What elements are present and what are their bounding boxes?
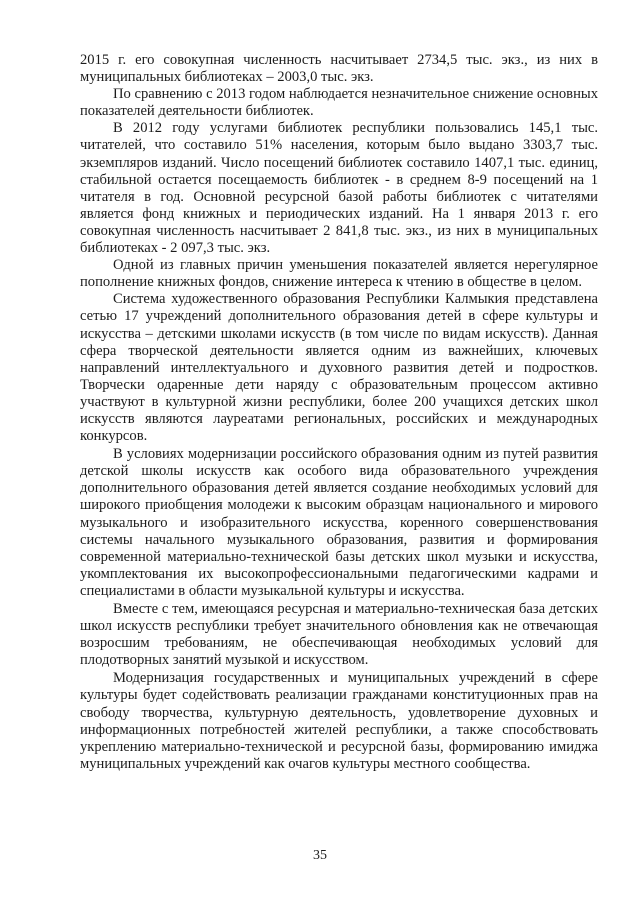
page-number: 35	[313, 848, 327, 863]
paragraph-6: В условиях модернизации российского образования одним из путей развития детской школы искусств как особого вида образовательного учреждения дополнительного образования детей является создание необходимых условий для широкого приобщения молодежи к высоким образцам национального и мирового музыкального и изобразительного искусства, коренного совершенствования системы начального музыкального образования, развития и формирования современной материально-технической базы детских школ музыки и искусства, укомплектования их высокопрофессиональными педагогическими кадрами и специалистами в области музыкальной культуры и искусства.	[80, 446, 598, 599]
paragraph-5: Система художественного образования Республики Калмыкия представлена сетью 17 учреждений дополнительного образования детей в сфере культуры и искусства – детскими школами искусств (в том числе по видам искусств). Данная сфера творческой деятельности является одним из важнейших, ключевых направлений интеллектуального и духовного развития детей и подростков. Творчески одаренные дети наряду с образовательным процессом активно участвуют в культурной жизни республики, более 200 учащихся детских школ искусств являются лауреатами региональных, российских и международных конкурсов.	[80, 291, 598, 445]
paragraph-2: По сравнению с 2013 годом наблюдается незначительное снижение основных показателей деятельности библиотек.	[80, 86, 598, 120]
paragraph-3: В 2012 году услугами библиотек республики пользовались 145,1 тыс. читателей, что составило 51% населения, которым было выдано 3303,7 тыс. экземпляров изданий. Число посещений библиотек составило 1407,1 тыс. единиц, стабильной остается посещаемость библиотек - в среднем 8-9 посещений на 1 читателя в год. Основной ресурсной базой работы библиотек с читателями является фонд книжных и периодических изданий. На 1 января 2013 г. его совокупная численность насчитывает 2 841,8 тыс. экз., из них в муниципальных библиотеках - 2 097,3 тыс. экз.	[80, 120, 598, 257]
paragraph-7: Вместе с тем, имеющаяся ресурсная и материально-техническая база детских школ искусств республики требует значительного обновления как не отвечающая возросшим требованиям, не обеспечивающая необходимых условий для плодотворных занятий музыкой и искусством.	[80, 601, 598, 669]
paragraph-1: 2015 г. его совокупная численность насчитывает 2734,5 тыс. экз., из них в муниципальных библиотеках – 2003,0 тыс. экз.	[80, 52, 598, 86]
document-body	[80, 52, 598, 773]
paragraph-8: Модернизация государственных и муниципальных учреждений в сфере культуры будет содействовать реализации гражданами конституционных прав на свободу творчества, культурную деятельность, удовлетворение духовных и информационных потребностей жителей республики, а также способствовать укреплению материально-технической и ресурсной базы, формированию имиджа муниципальных учреждений как очагов культуры местного сообщества.	[80, 670, 598, 772]
paragraph-4: Одной из главных причин уменьшения показателей является нерегулярное пополнение книжных фондов, снижение интереса к чтению в обществе в целом.	[80, 257, 598, 291]
